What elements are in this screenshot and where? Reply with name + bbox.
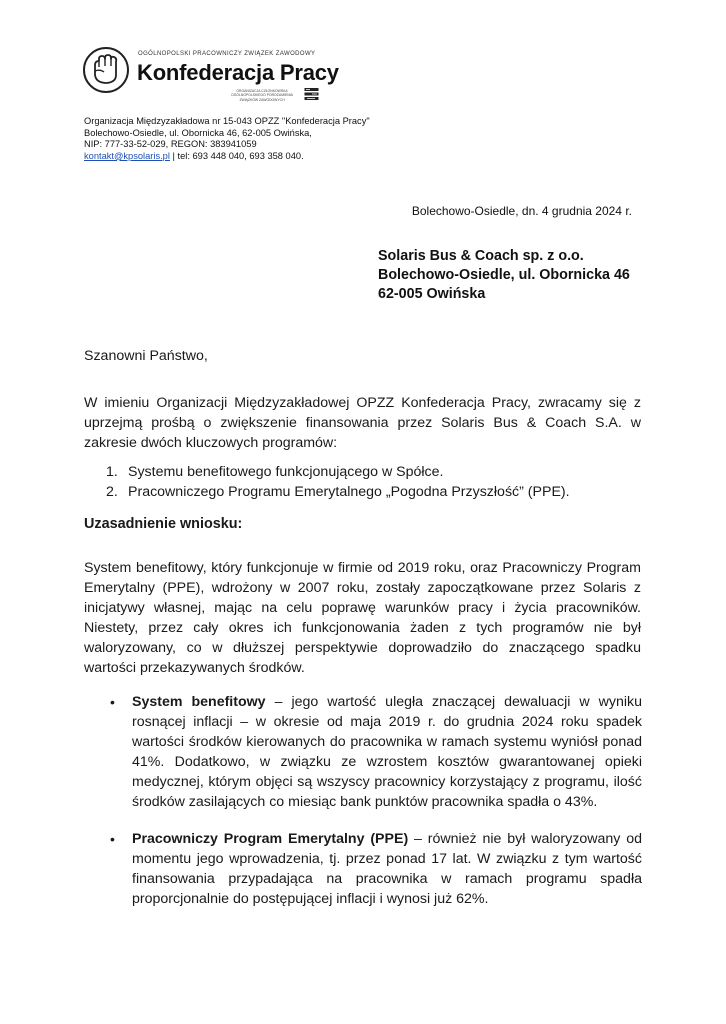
email-link[interactable]: kontakt@kpsolaris.pl — [84, 150, 170, 161]
bullet-term: Pracowniczy Program Emerytalny (PPE) — [132, 831, 409, 847]
recipient-line: Solaris Bus & Coach sp. z o.o. — [378, 248, 584, 264]
letter-date: Bolechowo-Osiedle, dn. 4 grudnia 2024 r. — [411, 204, 632, 218]
contact-line — [84, 151, 370, 163]
list-item — [106, 482, 570, 502]
recipient-line: Bolechowo-Osiedle, ul. Obornicka 46 — [378, 267, 630, 283]
bullet-term: System benefitowy — [132, 694, 266, 710]
list-item-text: Systemu benefitowego funkcjonującego w Spółce. — [128, 464, 444, 480]
bullet-list — [106, 692, 642, 909]
list-item-text: Pracowniczego Programu Emerytalnego „Pogodna Przyszłość” (PPE). — [128, 484, 570, 500]
list-item — [106, 462, 570, 482]
bullet-icon: • — [110, 831, 115, 847]
justification-heading: Uzasadnienie wniosku: — [84, 516, 243, 532]
bullet-item — [106, 692, 642, 812]
recipient-line: 62-005 Owińska — [378, 286, 486, 302]
contact-separator: | — [169, 150, 178, 161]
opzz-logo-icon — [304, 87, 319, 102]
org-line: NIP: 777-33-52-029, REGON: 383941059 — [84, 139, 257, 150]
org-line: Organizacja Międzyzakładowa nr 15-043 OPZZ "Konfederacja Pracy" — [84, 116, 370, 126]
organization-details — [84, 116, 370, 162]
salutation: Szanowni Państwo, — [84, 348, 208, 364]
list-number: 2. — [106, 484, 118, 500]
fist-logo-icon — [80, 45, 138, 95]
bullet-text: – również nie był waloryzowany od momentu jego wprowadzenia, tj. przez ponad 17 lat. W związku z tym wartość finansowania przypadająca na pracownika w ramach programu spadła proporcjonalnie do postępującej inflacji i wynosi już 62%. — [132, 831, 642, 907]
bullet-icon: • — [110, 694, 115, 710]
brand-name: Konfederacja Pracy — [137, 60, 339, 85]
bullet-item — [106, 829, 642, 909]
justification-paragraph: System benefitowy, który funkcjonuje w firmie od 2019 roku, oraz Pracowniczy Program Emerytalny (PPE), wdrożony w 2007 roku, zostały zapoczątkowane przez Solaris z inicjatywy własnej, mając na celu poprawę warunków pracy i życia pracowników. Niestety, przez cały okres ich funkcjonowania żaden z tych programów nie był waloryzowany, co w dłuższej perspektywie doprowadziło do znaczącego spadku wartości przekazywanych środków. — [84, 560, 641, 676]
bullet-text: – jego wartość uległa znaczącej dewaluacji w wyniku rosnącej inflacji – w okresie od maja 2019 r. do grudnia 2024 roku spadek wartości środków kierowanych do pracownika w ramach systemu wyniósł ponad 41%. Dodatkowo, w związku ze wzrostem kosztów gwarantowanej opieki medycznej, którym objęci są wszyscy pracownicy korzystający z programu, ilość środków zasilających co miesiąc bank punktów pracownika spadła o 43%. — [132, 694, 642, 810]
recipient-address — [378, 247, 630, 304]
list-number: 1. — [106, 464, 118, 480]
intro-paragraph: W imieniu Organizacji Międzyzakładowej OPZZ Konfederacja Pracy, zwracamy się z uprzejmą prośbą o zwiększenie finansowania przez Solaris Bus & Coach S.A. w zakresie dwóch kluczowych programów: — [84, 395, 641, 451]
programs-list — [106, 462, 570, 502]
org-line: Bolechowo-Osiedle, ul. Obornicka 46, 62-005 Owińska, — [84, 127, 312, 138]
member-note: ORGANIZACJA CZŁONKOWSKA OGÓLNOPOLSKIEGO POROZUMIENIA ZWIĄZKÓW ZAWODOWYCH — [231, 89, 293, 102]
union-name: OGÓLNOPOLSKI PRACOWNICZY ZWIĄZEK ZAWODOWY — [138, 51, 316, 57]
phone-numbers: tel: 693 448 040, 693 358 040. — [177, 150, 304, 161]
